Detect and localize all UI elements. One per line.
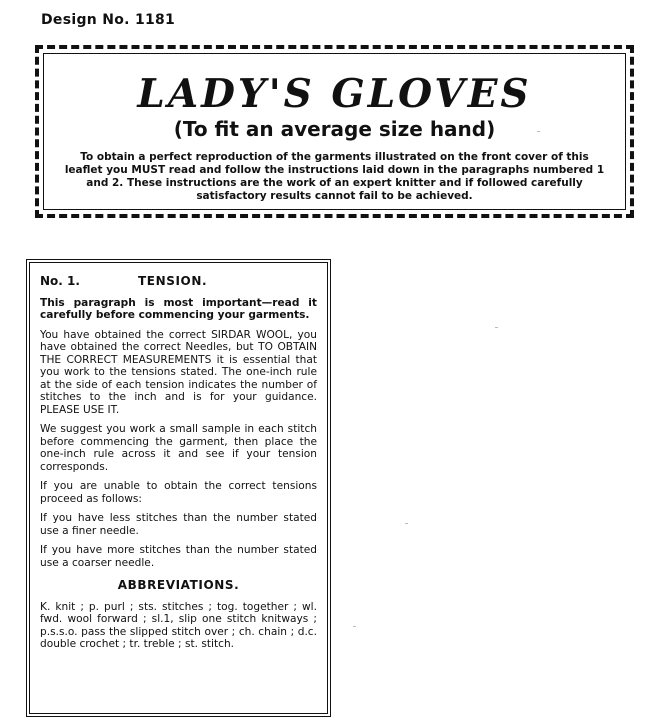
tension-paragraph: If you are unable to obtain the correct tensions proceed as follows:: [40, 480, 317, 505]
tension-paragraph: If you have less stitches than the number stated use a finer needle.: [40, 512, 317, 537]
page-title: LADY'S GLOVES: [137, 71, 532, 117]
tension-paragraph: You have obtained the correct SIRDAR WOOL, you have obtained the correct Needles, but TO OBTAIN THE CORRECT MEASUREMENTS it is essential that you work to the tensions stated. The one-inch rule at the side of each tension indicates the number of stitches to the inch and is for your guidance. PLEASE USE IT.: [40, 328, 317, 416]
abbreviations-text: K. knit ; p. purl ; sts. stitches ; tog. together ; wl. fwd. wool forward ; sl.1, slip one stitch knitways ; p.s.s.o. pass the slipped stitch over ; ch. chain ; d.c. double crochet ; tr. treble ; st. stitch.: [40, 600, 317, 650]
tension-section: [29, 262, 328, 714]
tension-paragraph: If you have more stitches than the number stated use a coarser needle.: [40, 544, 317, 569]
abbreviations-heading: ABBREVIATIONS.: [117, 578, 240, 592]
tension-paragraph: This paragraph is most important—read it carefully before commencing your garments.: [40, 296, 317, 321]
scan-speck: [405, 523, 408, 524]
scan-speck: [353, 626, 356, 627]
scan-speck: [537, 131, 540, 132]
section-number: No. 1.: [40, 274, 80, 288]
tension-heading-row: [40, 275, 317, 288]
section-heading: TENSION.: [138, 274, 208, 288]
scan-speck: [495, 327, 498, 328]
design-number: Design No. 1181: [41, 12, 176, 28]
intro-text: To obtain a perfect reproduction of the garments illustrated on the front cover of this leaflet you MUST read and follow the instructions laid down in the paragraphs numbered 1 and 2. These instructions are the work of an expert knitter and if followed carefully satisfactory results cannot fail to be achieved.: [64, 151, 605, 202]
title-banner: [35, 45, 634, 218]
tension-paragraph: We suggest you work a small sample in each stitch before commencing the garment, then place the one-inch rule across it and see if your tension corresponds.: [40, 423, 317, 473]
page-subtitle: (To fit an average size hand): [173, 117, 496, 141]
